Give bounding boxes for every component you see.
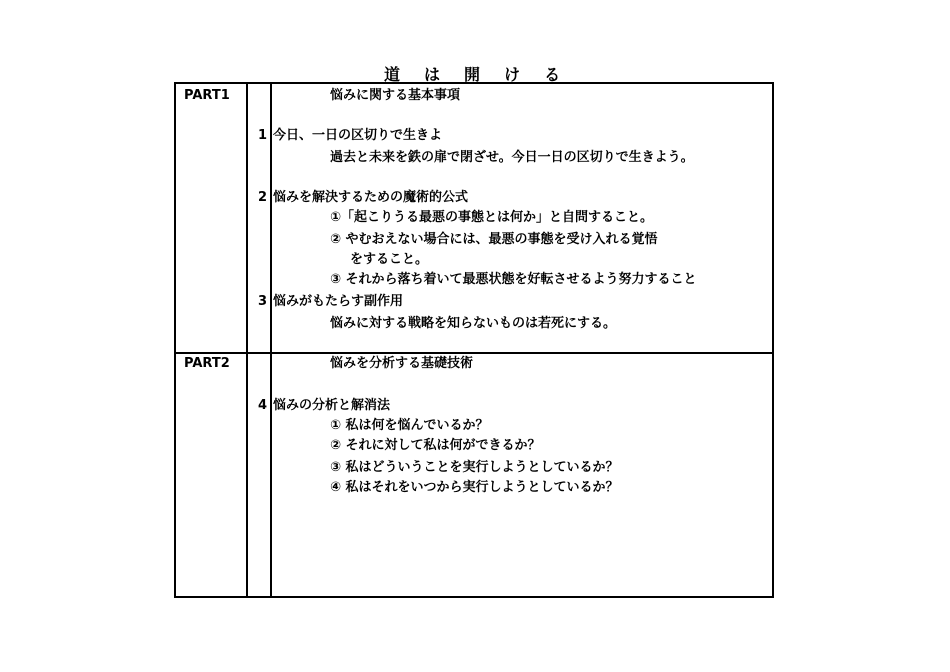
section-divider bbox=[176, 352, 772, 354]
part1-label: PART1 bbox=[184, 88, 230, 103]
item-number: 2 bbox=[258, 190, 268, 205]
part2-label: PART2 bbox=[184, 356, 230, 371]
item-line: ② やむおえない場合には、最悪の事態を受け入れる覚悟 bbox=[330, 232, 658, 247]
item-number: 1 bbox=[258, 128, 268, 143]
part2-heading: 悩みを分析する基礎技術 bbox=[330, 356, 474, 371]
part1-heading: 悩みに関する基本事項 bbox=[330, 88, 461, 103]
title-char: 道 bbox=[384, 65, 401, 84]
item-line: ② それに対して私は何ができるか？ bbox=[330, 438, 541, 453]
item-line: ③ それから落ち着いて最悪状態を好転させるよう努力すること bbox=[330, 272, 697, 287]
item-line: ① 私は何を悩んでいるか？ bbox=[330, 418, 489, 433]
item-line: ③ 私はどういうことを実行しようとしているか？ bbox=[330, 460, 619, 475]
title-char: け bbox=[504, 65, 521, 84]
title-char: は bbox=[424, 65, 441, 84]
item-line: 悩みに対する戦略を知らないものは若死にする。 bbox=[330, 316, 617, 331]
item-line: ④ 私はそれをいつから実行しようとしているか？ bbox=[330, 480, 619, 495]
title-char: 開 bbox=[464, 65, 481, 84]
title-char: る bbox=[544, 65, 561, 84]
item-title: 悩みの分析と解消法 bbox=[273, 398, 391, 413]
item-line: ①「起こりうる最悪の事態とは何か」と自問すること。 bbox=[330, 210, 654, 225]
column-divider bbox=[270, 84, 272, 596]
item-title: 今日、一日の区切りで生きよ bbox=[273, 128, 443, 143]
item-title: 悩みがもたらす副作用 bbox=[273, 294, 404, 309]
item-number: 3 bbox=[258, 294, 268, 309]
item-line: 過去と未来を鉄の扉で閉ざせ。今日一日の区切りで生きよう。 bbox=[330, 150, 694, 165]
column-divider bbox=[246, 84, 248, 596]
item-line: をすること。 bbox=[350, 252, 429, 267]
item-title: 悩みを解決するための魔術的公式 bbox=[273, 190, 469, 205]
item-number: 4 bbox=[258, 398, 268, 413]
